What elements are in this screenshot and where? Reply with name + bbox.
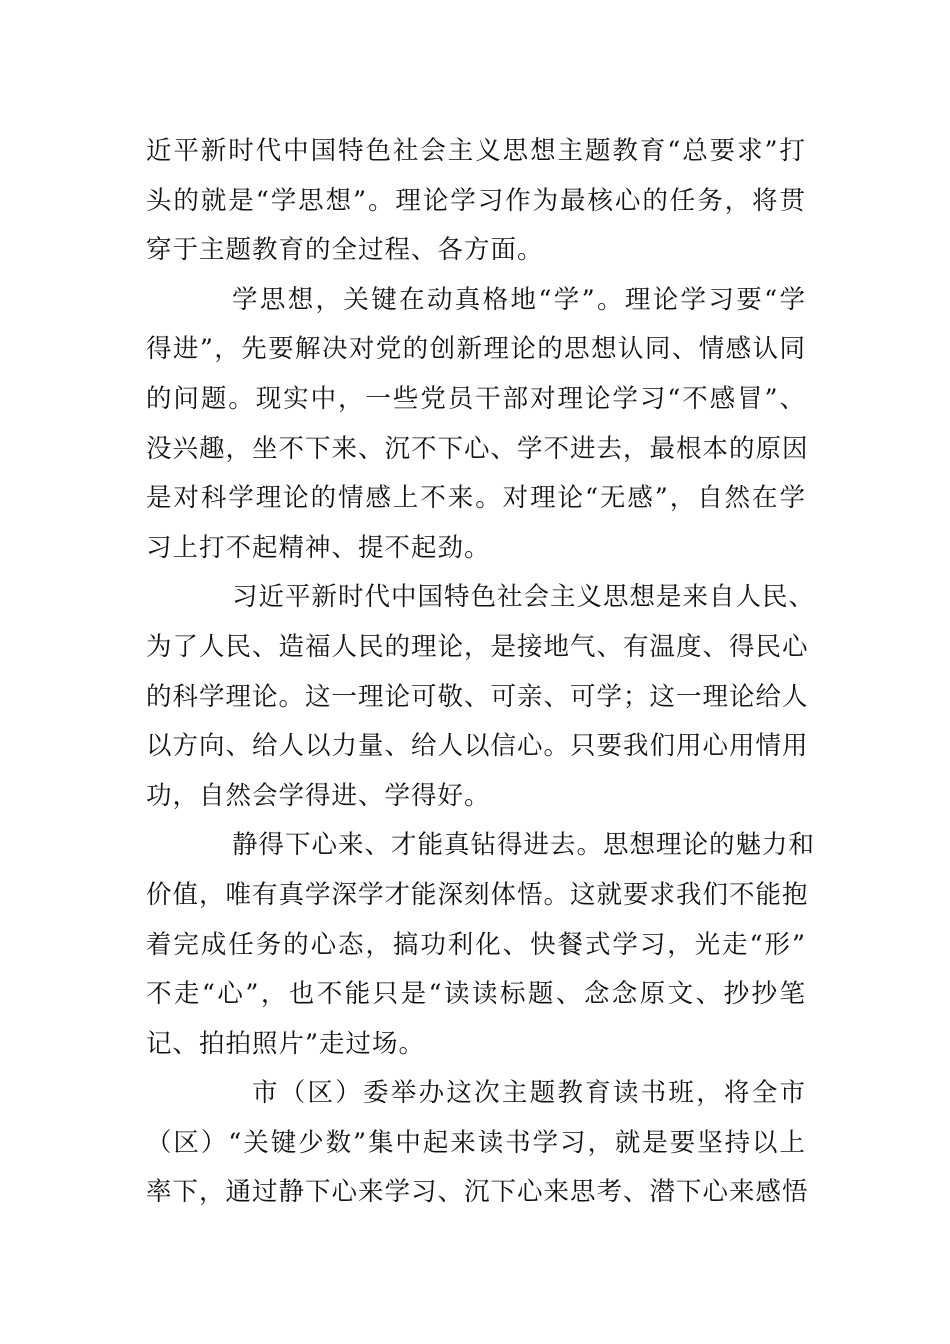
text-line: 记、拍拍照片”走过场。 bbox=[146, 1028, 426, 1059]
paragraph-4 bbox=[146, 821, 816, 1069]
text-line: 是对科学理论的情感上不来。对理论“无感”，自然在学 bbox=[146, 483, 806, 514]
text-line: 市（区）委举办这次主题教育读书班，将全市 bbox=[252, 1078, 806, 1109]
text-line: 静得下心来、才能真钻得进去。思想理论的魅力和 bbox=[232, 830, 816, 861]
text-line: 头的就是“学思想”。理论学习作为最核心的任务，将贯 bbox=[146, 185, 806, 216]
paragraph-1 bbox=[146, 127, 806, 276]
text-line: 得进”，先要解决对党的创新理论的思想认同、情感认同 bbox=[146, 334, 806, 365]
text-line: 的问题。现实中，一些党员干部对理论学习“不感冒”、 bbox=[146, 383, 806, 414]
text-line: 价值，唯有真学深学才能深刻体悟。这就要求我们不能抱 bbox=[146, 879, 809, 910]
paragraph-3 bbox=[146, 573, 816, 821]
text-line: 没兴趣，坐不下来、沉不下心、学不进去，最根本的原因 bbox=[146, 433, 809, 464]
text-line: 着完成任务的心态，搞功利化、快餐式学习，光走“形” bbox=[146, 929, 806, 960]
text-line: 学思想，关键在动真格地“学”。理论学习要“学 bbox=[232, 284, 806, 315]
text-line: 习上打不起精神、提不起劲。 bbox=[146, 532, 491, 563]
text-line: 近平新时代中国特色社会主义思想主题教育“总要求”打 bbox=[146, 136, 806, 166]
text-line: 习近平新时代中国特色社会主义思想是来自人民、 bbox=[232, 582, 816, 613]
text-line: 不走“心”，也不能只是“读读标题、念念原文、抄抄笔 bbox=[146, 979, 806, 1010]
paragraph-2 bbox=[146, 276, 809, 574]
text-line: 以方向、给人以力量、给人以信心。只要我们用心用情用 bbox=[146, 731, 809, 762]
document-body bbox=[146, 127, 816, 1218]
text-line: 穿于主题教育的全过程、各方面。 bbox=[146, 235, 544, 266]
text-line: 为了人民、造福人民的理论，是接地气、有温度、得民心 bbox=[146, 631, 809, 662]
text-line: 功，自然会学得进、学得好。 bbox=[146, 780, 491, 811]
text-line: （区）“关键少数”集中起来读书学习，就是要坚持以上 bbox=[146, 1127, 806, 1158]
text-line: 率下，通过静下心来学习、沉下心来思考、潜下心来感悟 bbox=[146, 1177, 809, 1208]
paragraph-5 bbox=[146, 1069, 809, 1218]
text-line: 的科学理论。这一理论可敬、可亲、可学；这一理论给人 bbox=[146, 681, 809, 712]
